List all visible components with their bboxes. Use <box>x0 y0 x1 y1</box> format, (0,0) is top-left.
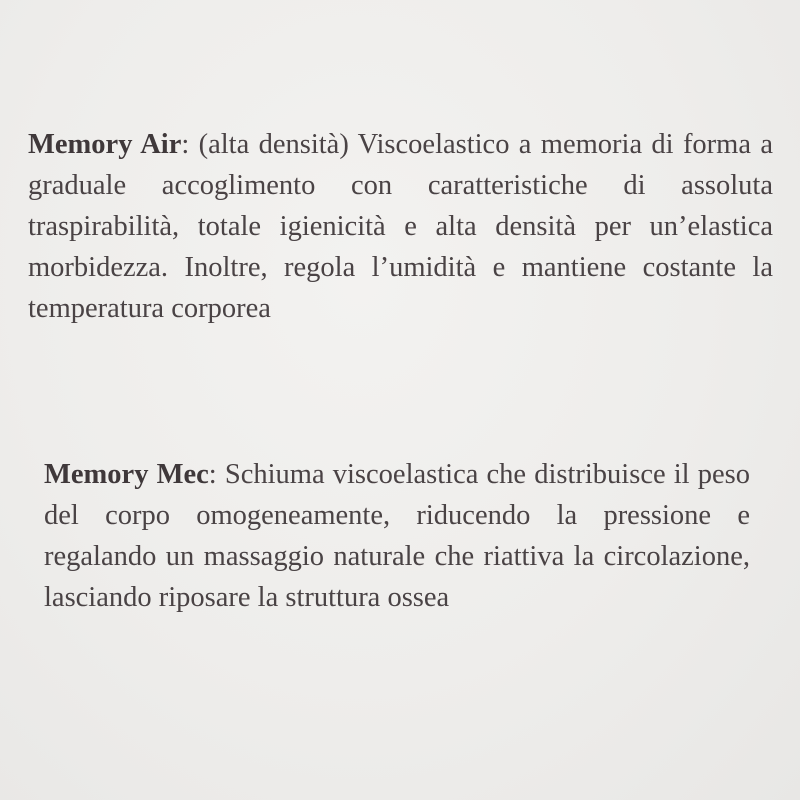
memory-mec-paragraph <box>44 454 750 618</box>
memory-air-paragraph <box>28 124 773 329</box>
memory-mec-description: Schiuma viscoelastica che distribuisce il peso del corpo omogeneamente, riducendo la pressione e regalando un massaggio naturale che riattiva la circolazione, lasciando riposare la struttura ossea <box>44 459 750 613</box>
memory-mec-separator: : <box>208 459 225 490</box>
memory-mec-term: Memory Mec <box>44 459 209 490</box>
memory-air-description: (alta densità) Viscoelastico a memoria di forma a graduale accoglimento con caratteristiche di assoluta traspirabilità, totale igienicità e alta densità per un’elastica morbidezza. Inoltre, regola l’umidità e mantiene costante la temperatura corporea <box>28 129 773 324</box>
memory-air-separator: : <box>181 129 199 160</box>
memory-air-term: Memory Air <box>28 129 182 160</box>
